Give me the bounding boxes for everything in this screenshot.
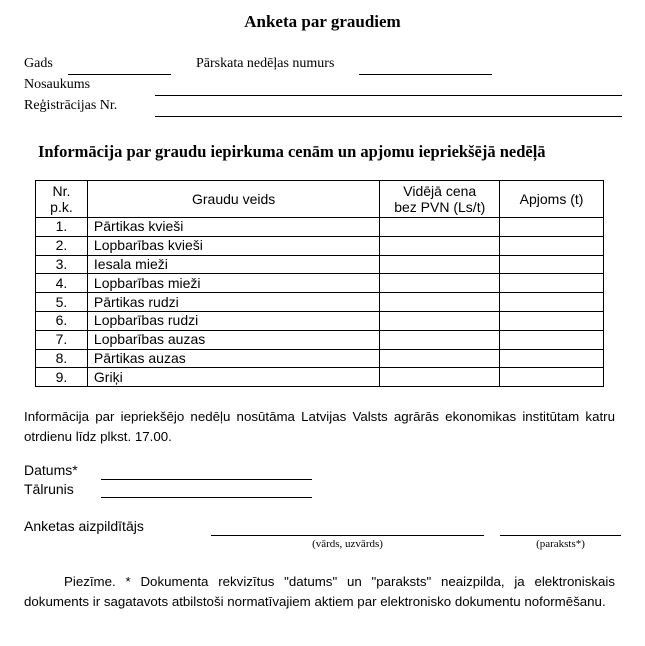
- price-cell[interactable]: [380, 293, 500, 312]
- price-cell[interactable]: [380, 349, 500, 368]
- volume-cell[interactable]: [500, 330, 604, 349]
- price-cell[interactable]: [380, 330, 500, 349]
- row-number: 3.: [36, 255, 88, 274]
- grain-type: Lopbarības auzas: [87, 330, 379, 349]
- volume-cell[interactable]: [500, 349, 604, 368]
- price-cell[interactable]: [380, 311, 500, 330]
- registration-field[interactable]: [155, 116, 622, 117]
- registration-label: Reģistrācijas Nr.: [24, 98, 118, 113]
- volume-cell[interactable]: [500, 236, 604, 255]
- row-number: 6.: [36, 311, 88, 330]
- header-price: [380, 181, 500, 218]
- price-cell[interactable]: [380, 368, 500, 387]
- grain-type: Griķi: [87, 368, 379, 387]
- price-cell[interactable]: [380, 255, 500, 274]
- volume-cell[interactable]: [500, 255, 604, 274]
- volume-cell[interactable]: [500, 218, 604, 237]
- submission-info: Informācija par iepriekšējo nedēļu nosūtāma Latvijas Valsts agrārās ekonomikas institūtam katru otrdienu līdz plkst. 17.00.: [24, 409, 615, 444]
- price-cell[interactable]: [380, 218, 500, 237]
- year-label: Gads: [24, 56, 53, 71]
- row-number: 7.: [36, 330, 88, 349]
- row-number: 9.: [36, 368, 88, 387]
- table-row: [36, 236, 604, 255]
- grain-type: Pārtikas rudzi: [87, 293, 379, 312]
- header-grain-type: Graudu veids: [87, 181, 379, 218]
- header-nr-line2: p.k.: [50, 199, 73, 215]
- name-caption: (vārds, uzvārds): [312, 538, 383, 550]
- grain-type: Pārtikas auzas: [87, 349, 379, 368]
- phone-label: Tālrunis: [24, 481, 74, 497]
- table-row: [36, 368, 604, 387]
- grain-type: Lopbarības kvieši: [87, 236, 379, 255]
- section-heading: Informācija par graudu iepirkuma cenām un apjomu iepriekšējā nedēļā: [38, 142, 546, 161]
- grain-type: Lopbarības rudzi: [87, 311, 379, 330]
- date-label: Datums*: [24, 462, 78, 478]
- row-number: 2.: [36, 236, 88, 255]
- table-row: [36, 293, 604, 312]
- row-number: 5.: [36, 293, 88, 312]
- form-title: Anketa par graudiem: [244, 12, 401, 31]
- grain-type: Pārtikas kvieši: [87, 218, 379, 237]
- name-label: Nosaukums: [24, 77, 91, 92]
- signature-caption: (paraksts*): [536, 538, 585, 550]
- grain-price-table: [35, 180, 604, 387]
- volume-cell[interactable]: [500, 311, 604, 330]
- header-nr-line1: Nr.: [52, 183, 71, 199]
- table-header-row: [36, 181, 604, 218]
- header-price-line2: bez PVN (Ls/t): [394, 199, 486, 215]
- header-nr: [36, 181, 88, 218]
- price-cell[interactable]: [380, 236, 500, 255]
- table-row: [36, 255, 604, 274]
- volume-cell[interactable]: [500, 274, 604, 293]
- week-number-field[interactable]: [359, 74, 492, 75]
- volume-cell[interactable]: [500, 293, 604, 312]
- filler-label: Anketas aizpildītājs: [24, 518, 144, 534]
- table-row: [36, 330, 604, 349]
- volume-cell[interactable]: [500, 368, 604, 387]
- phone-field[interactable]: [101, 497, 312, 498]
- week-number-label: Pārskata nedēļas numurs: [196, 56, 335, 71]
- row-number: 8.: [36, 349, 88, 368]
- table-row: [36, 311, 604, 330]
- price-cell[interactable]: [380, 274, 500, 293]
- header-price-line1: Vidējā cena: [403, 183, 477, 199]
- row-number: 1.: [36, 218, 88, 237]
- year-field[interactable]: [68, 74, 171, 75]
- grain-type: Lopbarības mieži: [87, 274, 379, 293]
- date-field[interactable]: [101, 479, 312, 480]
- signature-field[interactable]: [500, 535, 621, 536]
- row-number: 4.: [36, 274, 88, 293]
- header-volume: Apjoms (t): [500, 181, 604, 218]
- name-field[interactable]: [155, 95, 622, 96]
- table-row: [36, 274, 604, 293]
- table-row: [36, 218, 604, 237]
- note-text: Piezīme. * Dokumenta rekvizītus "datums" un "paraksts" neaizpilda, ja elektroniskais dokuments ir sagatavots atbilstoši normatīvajiem aktiem par elektronisko dokumentu noformēšanu.: [24, 574, 615, 609]
- table-row: [36, 349, 604, 368]
- filler-name-field[interactable]: [211, 535, 484, 536]
- grain-type: Iesala mieži: [87, 255, 379, 274]
